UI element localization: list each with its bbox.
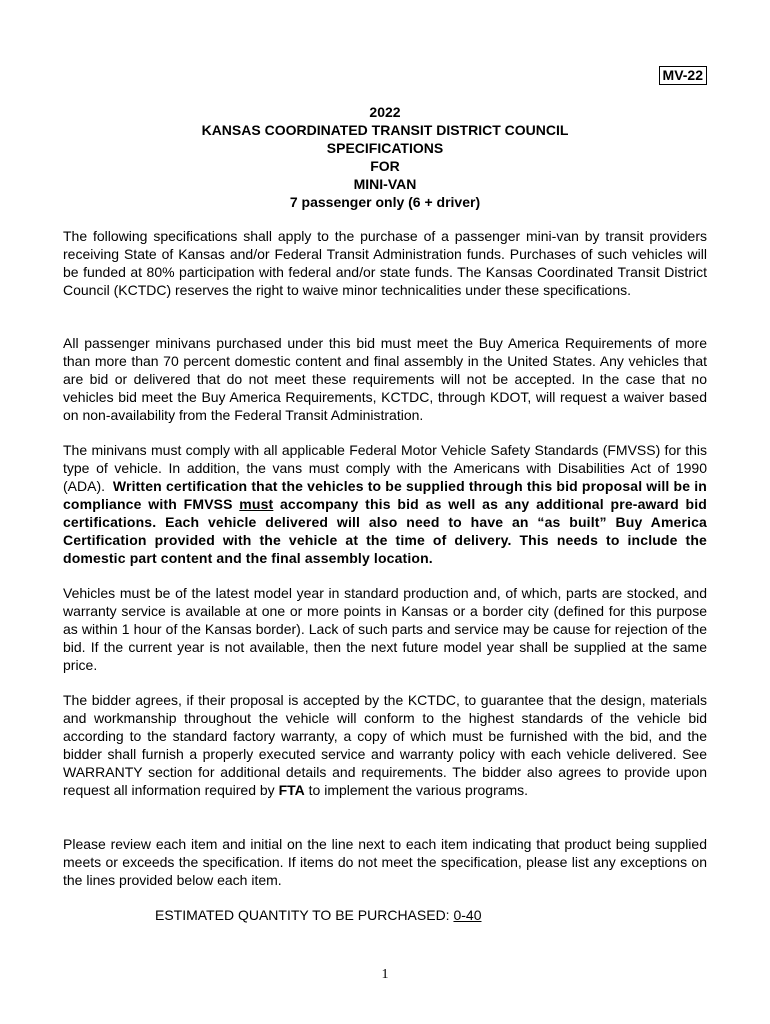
fmvss-certification-a: Written certification that the vehicles to be supplied through this bid proposal will be in compliance with FMVSS (63, 478, 707, 512)
warranty-fta: FTA (278, 782, 305, 798)
warranty-text-a: The bidder agrees, if their proposal is accepted by the KCTDC, to guarantee that the design, materials and workmanship throughout the vehicle will conform to the highest standards of the vehicle bid according to the standard factory warranty, a copy of which must be furnished with the bid, and the bidder shall furnish a properly executed service and warranty policy with each vehicle delivered. See WARRANTY section for additional details and requirements. The bidder also agrees to provide upon request all information required by (63, 692, 707, 798)
paragraph-scope: The following specifications shall apply to the purchase of a passenger mini-van by transit providers receiving State of Kansas and/or Federal Transit Administration funds. Purchases of such vehicles will be funded at 80% participation with federal and/or state funds. The Kansas Coordinated Transit District Council (KCTDC) reserves the right to waive minor technicalities under these specifications. (63, 228, 707, 298)
form-code-box: MV-22 (659, 66, 707, 85)
paragraph-buy-america: All passenger minivans purchased under this bid must meet the Buy America Requirements of more than more than 70 percent domestic content and final assembly in the United States. Any vehicles that are bid or delivered that do not meet these requirements will not be accepted. In the case that no vehicles bid meet the Buy America Requirements, KCTDC, through KDOT, will request a waiver based on non-availability from the Federal Transit Administration. (63, 335, 707, 423)
fmvss-certification-b: accompany this bid as well as any additional pre-award bid certifications. Each vehicle delivered will also need to have an “as built” Buy America Certification provided with the vehicle at the time of delivery. This needs to include the domestic part content and the final assembly location. (63, 496, 708, 566)
paragraph-model-year: Vehicles must be of the latest model year in standard production and, of which, parts are stocked, and warranty service is available at one or more points in Kansas or a border city (defined for this purpose as within 1 hour of the Kansas border). Lack of such parts and service may be cause for rejection of the bid. If the current year is not available, then the next future model year shall be supplied at the same price. (63, 585, 707, 673)
estimated-quantity (155, 906, 482, 924)
document-header (0, 103, 770, 211)
warranty-text-b: to implement the various programs. (308, 782, 529, 798)
paragraph-fmvss (63, 441, 707, 567)
page-number: 1 (381, 967, 389, 982)
header-vehicle: MINI-VAN (353, 176, 417, 192)
estimated-quantity-label: ESTIMATED QUANTITY TO BE PURCHASED: (155, 907, 450, 923)
paragraph-warranty (63, 691, 707, 799)
fmvss-intro: The minivans must comply with all applicable Federal Motor Vehicle Safety Standards (FMVSS) for this type of vehicle. In addition, the vans must comply with the Americans with Disabilities Act of 1990 (ADA). (63, 442, 707, 494)
header-year: 2022 (369, 104, 401, 120)
header-specifications: SPECIFICATIONS (326, 140, 444, 156)
estimated-quantity-value: 0-40 (453, 907, 482, 923)
fmvss-must: must (239, 496, 274, 512)
header-capacity: 7 passenger only (6 + driver) (289, 194, 481, 210)
header-for: FOR (370, 158, 400, 174)
paragraph-review-instructions: Please review each item and initial on the line next to each item indicating that product being supplied meets or exceeds the specification. If items do not meet the specification, please list any exceptions on the lines provided below each item. (63, 836, 707, 888)
header-council: KANSAS COORDINATED TRANSIT DISTRICT COUNCIL (201, 122, 569, 138)
